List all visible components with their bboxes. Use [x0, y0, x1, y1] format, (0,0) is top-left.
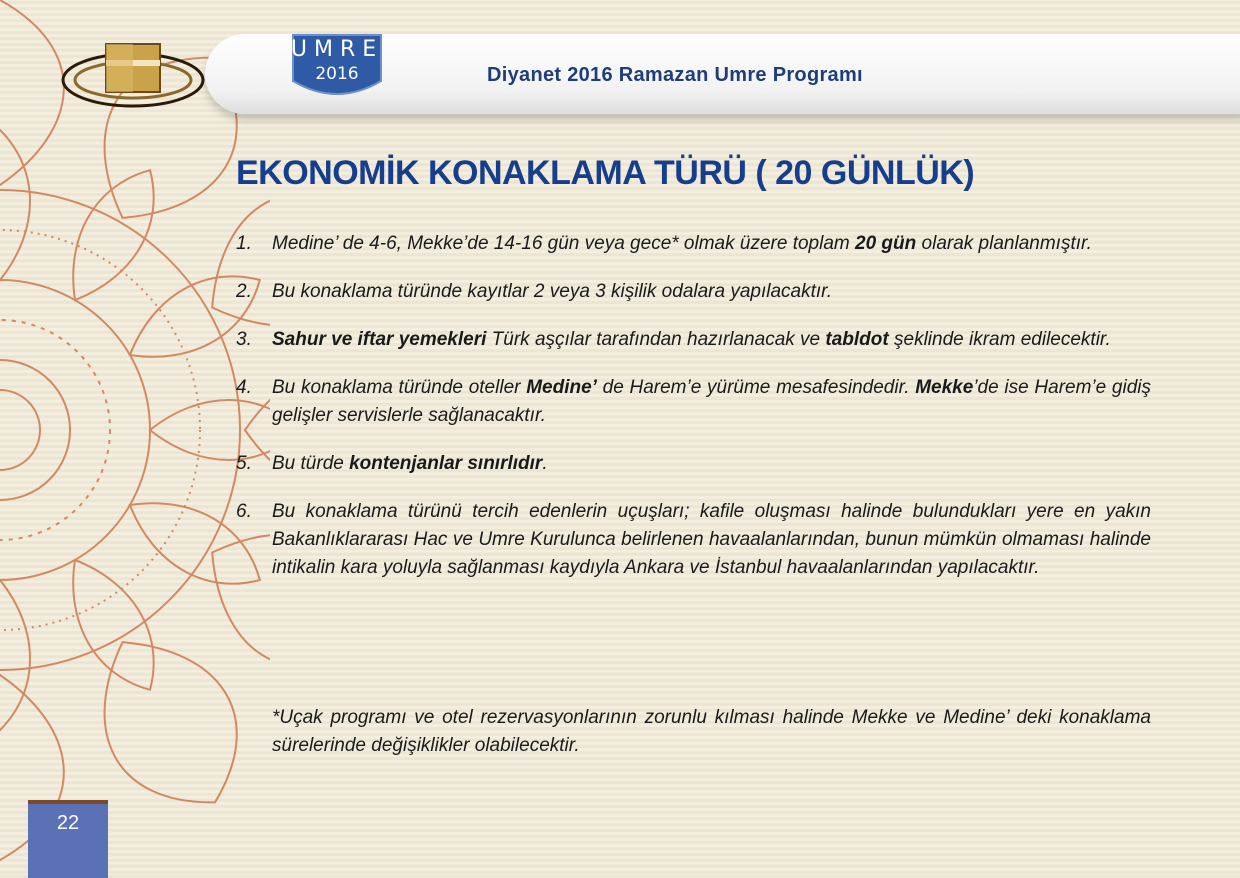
- item-emphasis: tabldot: [825, 329, 889, 350]
- badge-year: 2016: [315, 64, 359, 84]
- kaaba-logo: [58, 40, 208, 112]
- item-emphasis: Sahur ve iftar yemekleri: [272, 329, 487, 350]
- item-emphasis: Medine’: [526, 377, 597, 398]
- page-number: 22: [56, 812, 80, 834]
- item-text: de Harem’e yürüme mesafesindedir.: [596, 377, 916, 398]
- footnote: *Uçak programı ve otel rezervasyonlarının zorunlu kılması halinde Mekke ve Medine’ deki konaklama sürelerinde değişiklikler olabilecektir.: [272, 707, 1151, 756]
- item-text: ’de ise Harem’e gidiş gelişler servislerle sağlanacaktır.: [272, 377, 1151, 426]
- mandala-ornament: [0, 0, 270, 870]
- item-text: olarak planlanmıştır.: [916, 233, 1092, 254]
- item-text: şeklinde ikram edilecektir.: [888, 329, 1111, 350]
- item-emphasis: Mekke: [915, 377, 974, 398]
- item-emphasis: kontenjanlar sınırlıdır: [349, 453, 543, 474]
- item-text: Bu türde: [272, 453, 350, 474]
- list-item: [236, 450, 1151, 478]
- list-item: [236, 278, 1151, 306]
- item-text: Medine’ de 4-6, Mekke’de 14-16 gün veya gece* olmak üzere toplam: [272, 233, 856, 254]
- item-number: 2.: [236, 281, 252, 302]
- item-number: 3.: [236, 329, 252, 350]
- list-item: [236, 326, 1151, 354]
- item-number: 1.: [236, 233, 252, 254]
- header-title: Diyanet 2016 Ramazan Umre Programı: [487, 64, 863, 86]
- list-item: [236, 498, 1151, 582]
- item-text: Bu konaklama türünde kayıtlar 2 veya 3 kişilik odalara yapılacaktır.: [272, 281, 833, 302]
- item-number: 4.: [236, 377, 252, 398]
- badge-word: UMRE: [290, 37, 384, 62]
- item-emphasis: 20 gün: [855, 233, 917, 254]
- item-text: .: [542, 453, 548, 474]
- item-text: Türk aşçılar tarafından hazırlanacak ve: [486, 329, 826, 350]
- list-item: [236, 230, 1151, 258]
- item-number: 6.: [236, 501, 252, 522]
- item-number: 5.: [236, 453, 252, 474]
- list-item: [236, 374, 1151, 430]
- item-text: Bu konaklama türünde oteller: [272, 377, 527, 398]
- item-text: Bu konaklama türünü tercih edenlerin uçuşları; kafile oluşması halinde bulundukları yere en yakın Bakanlıklararası Hac ve Umre Kurulunca belirlenen havaalanlarından, bunun mümkün olmaması halinde intikalin kara yoluyla sağlanması kaydıyla Ankara ve İstanbul havaalanlarından yapılacaktır.: [272, 501, 1151, 578]
- accommodation-list: [236, 230, 1151, 602]
- page-title: EKONOMİK KONAKLAMA TÜRÜ ( 20 GÜNLÜK): [236, 154, 975, 192]
